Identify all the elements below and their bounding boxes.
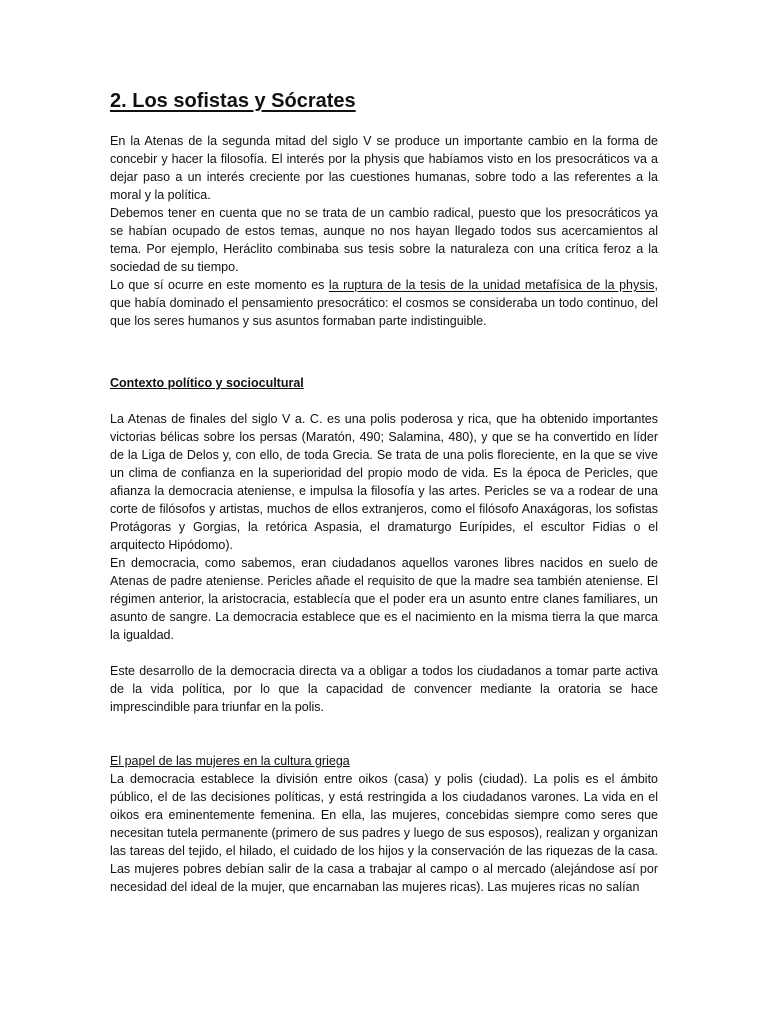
section-heading-women: El papel de las mujeres en la cultura griega [110,754,350,768]
context-paragraph-1: La Atenas de finales del siglo V a. C. es una polis poderosa y rica, que ha obtenido importantes victorias bélicas sobre los persas (Maratón, 490; Salamina, 480), y que se ha convertido en líder de la Liga de Delos y, con ello, de toda Grecia. Se trata de una polis floreciente, en la que se vive un clima de confianza en la superioridad del propio modo de vida. Es la época de Pericles, que afianza la democracia ateniense, e impulsa la filosofía y las artes. Pericles se va a rodear de una corte de filósofos y artistas, muchos de ellos extranjeros, como el filósofo Anaxágoras, los sofistas Protágoras y Gorgias, la retórica Aspasia, el dramaturgo Eurípides, el escultor Fidias o el arquitecto Hipódomo). [110,412,658,552]
intro-paragraph-1: En la Atenas de la segunda mitad del siglo V se produce un importante cambio en la forma de concebir y hacer la filosofía. El interés por la physis que habíamos visto en los presocráticos va a dejar paso a un interés creciente por las cuestiones humanas, sobre todo a las referentes a la moral y la política. [110,134,658,202]
spacer [110,330,658,374]
underlined-thesis: la ruptura de la tesis de la unidad metafísica de la physis [328,278,655,292]
intro-paragraph-2: Debemos tener en cuenta que no se trata de un cambio radical, puesto que los presocráticos ya se habían ocupado de estos temas, aunque no nos hayan llegado todos sus acercamientos al tema. Por ejemplo, Heráclito combinaba sus tesis sobre la naturaleza con una crítica feroz a la sociedad de su tiempo. [110,206,658,274]
spacer [110,716,658,752]
intro-paragraph-3-end: , que había dominado el pensamiento presocrático: el cosmos se consideraba un todo continuo, del que los seres humanos y sus asuntos formaban parte indistinguible. [110,278,658,328]
document-body [110,86,658,896]
page-title: 2. Los sofistas y Sócrates [110,90,356,112]
intro-paragraph-3-start: Lo que sí ocurre en este momento es [110,278,329,292]
spacer [110,392,658,410]
section-heading-context: Contexto político y sociocultural [110,376,304,390]
women-paragraph-1: La democracia establece la división entre oikos (casa) y polis (ciudad). La polis es el ámbito público, el de las decisiones políticas, y está restringida a los ciudadanos varones. La vida en el oikos era eminentemente femenina. En ella, las mujeres, concebidas siempre como seres que necesitan tutela permanente (primero de sus padres y luego de sus esposos), realizan y organizan las tareas del tejido, el hilado, el cuidado de los hijos y la conservación de las riquezas de la casa. Las mujeres pobres debían salir de la casa a trabajar al campo o al mercado (alejándose así por necesidad del ideal de la mujer, que encarnaban las mujeres ricas). Las mujeres ricas no salían [110,772,658,894]
context-paragraph-2: En democracia, como sabemos, eran ciudadanos aquellos varones libres nacidos en suelo de Atenas de padre ateniense. Pericles añade el requisito de que la madre sea también ateniense. El régimen anterior, la aristocracia, establecía que el poder era un asunto entre clanes familiares, un asunto de sangre. La democracia establece que es el nacimiento en la misma tierra la que marca la igualdad. [110,556,658,642]
context-paragraph-3: Este desarrollo de la democracia directa va a obligar a todos los ciudadanos a tomar parte activa de la vida política, por lo que la capacidad de convencer mediante la oratoria se hace imprescindible para triunfar en la polis. [110,664,658,714]
spacer [110,644,658,662]
intro-paragraph-3 [110,276,658,330]
